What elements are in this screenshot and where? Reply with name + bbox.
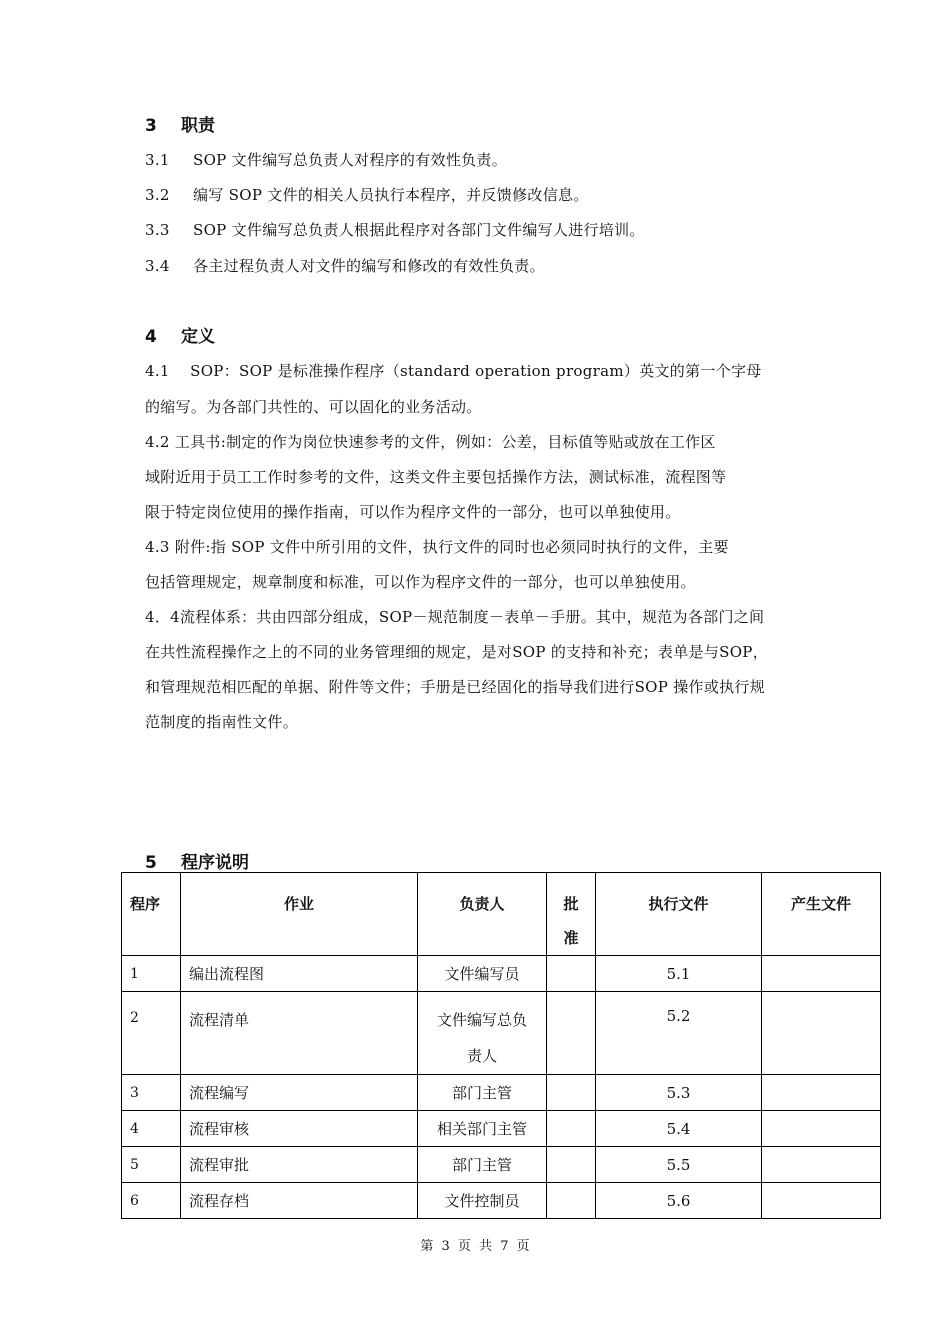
table-row bbox=[122, 956, 881, 992]
section-3-heading bbox=[145, 111, 215, 136]
table-row bbox=[122, 1147, 881, 1183]
table-row bbox=[122, 1183, 881, 1219]
header-exec: 执行文件 bbox=[596, 873, 762, 956]
section-5-title: 程序说明 bbox=[181, 853, 249, 873]
row-exec: 5.3 bbox=[596, 1075, 762, 1111]
section-3-number: 3 bbox=[145, 116, 157, 136]
row-task: 流程审核 bbox=[181, 1111, 418, 1147]
def-4-3-line-1: 4.3 附件:指 SOP 文件中所引用的文件，执行文件的同时也必须同时执行的文件，主要 bbox=[145, 538, 729, 556]
row-owner: 文件编写员 bbox=[418, 956, 547, 992]
row-approve bbox=[547, 1111, 596, 1147]
def-4-4-line-1: 4．4流程体系：共由四部分组成，SOP－规范制度－表单－手册。其中，规范为各部门之间 bbox=[145, 608, 765, 626]
row-exec: 5.2 bbox=[596, 992, 762, 1075]
section-5-heading bbox=[145, 848, 249, 873]
def-4-4-line-4: 范制度的指南性文件。 bbox=[145, 713, 299, 731]
row-owner-line-1: 文件编写总负 bbox=[436, 1011, 527, 1029]
section-4-number: 4 bbox=[145, 327, 157, 347]
header-output: 产生文件 bbox=[762, 873, 881, 956]
row-task: 编出流程图 bbox=[181, 956, 418, 992]
row-approve bbox=[547, 1075, 596, 1111]
clause-3-3 bbox=[145, 219, 645, 240]
row-step: 5 bbox=[122, 1147, 181, 1183]
table-header-row bbox=[122, 873, 881, 956]
row-task: 流程编写 bbox=[181, 1075, 418, 1111]
clause-3-1 bbox=[145, 149, 507, 170]
row-approve bbox=[547, 956, 596, 992]
clause-number: 3.4 bbox=[145, 257, 170, 275]
row-approve bbox=[547, 1147, 596, 1183]
row-output bbox=[762, 1147, 881, 1183]
clause-text: SOP 文件编写总负责人根据此程序对各部门文件编写人进行培训。 bbox=[193, 221, 645, 239]
header-approve-line-2: 准 bbox=[563, 929, 579, 947]
header-approve-line-1: 批 bbox=[563, 895, 579, 913]
row-task: 流程存档 bbox=[181, 1183, 418, 1219]
procedure-table bbox=[121, 872, 881, 1219]
row-output bbox=[762, 1183, 881, 1219]
row-output bbox=[762, 1111, 881, 1147]
row-output bbox=[762, 1075, 881, 1111]
def-4-1-line-2: 的缩写。为各部门共性的、可以固化的业务活动。 bbox=[145, 398, 482, 416]
row-task: 流程审批 bbox=[181, 1147, 418, 1183]
row-step: 4 bbox=[122, 1111, 181, 1147]
row-owner: 部门主管 bbox=[418, 1075, 547, 1111]
def-4-4-line-2: 在共性流程操作之上的不同的业务管理细的规定，是对SOP 的支持和补充；表单是与SOP， bbox=[145, 643, 769, 661]
row-step: 3 bbox=[122, 1075, 181, 1111]
row-exec: 5.4 bbox=[596, 1111, 762, 1147]
row-output bbox=[762, 956, 881, 992]
clause-number: 3.2 bbox=[145, 186, 170, 204]
clause-number: 3.3 bbox=[145, 221, 170, 239]
def-4-3-line-2: 包括管理规定，规章制度和标准，可以作为程序文件的一部分，也可以单独使用。 bbox=[145, 573, 696, 591]
section-3-title: 职责 bbox=[181, 116, 215, 136]
clause-number: 3.1 bbox=[145, 151, 170, 169]
header-task: 作业 bbox=[181, 873, 418, 956]
row-output bbox=[762, 992, 881, 1075]
def-4-1-line-1: 4.1 SOP：SOP 是标准操作程序（standard operation program）英文的第一个字母 bbox=[145, 362, 762, 380]
row-approve bbox=[547, 992, 596, 1075]
table-row bbox=[122, 1075, 881, 1111]
clause-text: 编写 SOP 文件的相关人员执行本程序，并反馈修改信息。 bbox=[193, 186, 589, 204]
header-owner: 负责人 bbox=[418, 873, 547, 956]
clause-text: 各主过程负责人对文件的编写和修改的有效性负责。 bbox=[193, 257, 545, 275]
row-approve bbox=[547, 1183, 596, 1219]
header-approve bbox=[547, 873, 596, 956]
clause-3-2 bbox=[145, 184, 589, 205]
page-footer: 第 3 页 共 7 页 bbox=[420, 1239, 530, 1254]
clause-3-4 bbox=[145, 255, 545, 276]
row-exec: 5.1 bbox=[596, 956, 762, 992]
row-owner: 相关部门主管 bbox=[418, 1111, 547, 1147]
row-task: 流程清单 bbox=[181, 992, 418, 1075]
row-owner-line-2: 责人 bbox=[466, 1047, 497, 1065]
row-exec: 5.5 bbox=[596, 1147, 762, 1183]
def-4-2-line-1: 4.2 工具书:制定的作为岗位快速参考的文件，例如：公差，目标值等贴或放在工作区 bbox=[145, 433, 716, 451]
def-4-2-line-2: 域附近用于员工工作时参考的文件，这类文件主要包括操作方法，测试标准，流程图等 bbox=[145, 468, 727, 486]
row-owner: 部门主管 bbox=[418, 1147, 547, 1183]
table-row bbox=[122, 992, 881, 1075]
section-4-title: 定义 bbox=[181, 327, 215, 347]
row-step: 6 bbox=[122, 1183, 181, 1219]
clause-text: SOP 文件编写总负责人对程序的有效性负责。 bbox=[193, 151, 508, 169]
row-exec: 5.6 bbox=[596, 1183, 762, 1219]
row-step: 2 bbox=[122, 992, 181, 1075]
section-5-number: 5 bbox=[145, 853, 157, 873]
section-4-heading bbox=[145, 322, 215, 347]
header-step: 程序 bbox=[122, 873, 181, 956]
row-step: 1 bbox=[122, 956, 181, 992]
def-4-2-line-3: 限于特定岗位使用的操作指南，可以作为程序文件的一部分，也可以单独使用。 bbox=[145, 503, 681, 521]
table-row bbox=[122, 1111, 881, 1147]
row-owner bbox=[418, 992, 547, 1075]
def-4-4-line-3: 和管理规范相匹配的单据、附件等文件；手册是已经固化的指导我们进行SOP 操作或执行规 bbox=[145, 678, 766, 696]
row-owner: 文件控制员 bbox=[418, 1183, 547, 1219]
